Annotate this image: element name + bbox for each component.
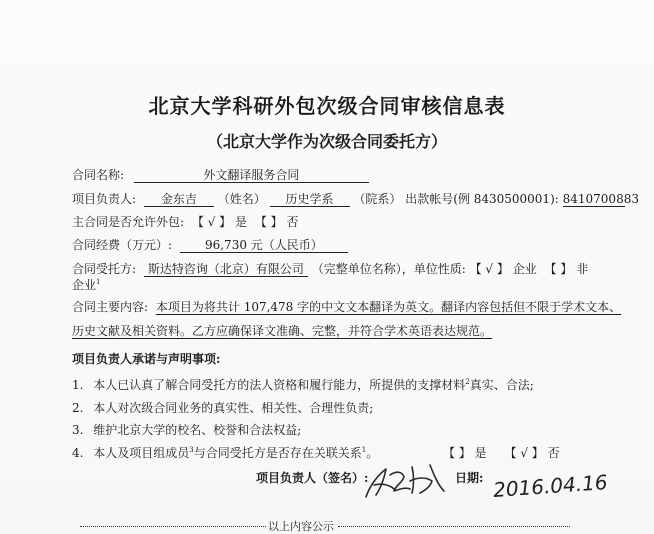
department-value: 历史学系 <box>270 192 350 207</box>
related-party-options <box>443 444 560 461</box>
account-value: 8410700883 <box>562 192 639 206</box>
commitment-item-4 <box>72 444 378 461</box>
commitment-item-3 <box>72 421 301 438</box>
footnote-1-marker: 1 <box>96 278 101 286</box>
commitment-text: 本人对次级合同业务的真实性、相关性、合理性负责; <box>93 401 374 415</box>
entrusted-suffix: （完整单位名称），单位性质: <box>311 262 466 276</box>
entrusted-value: 斯达特咨询（北京）有限公司 <box>144 262 308 277</box>
name-suffix: （姓名） <box>217 192 266 206</box>
non-enterprise-label-part1: 非 <box>576 262 589 276</box>
document-title: 北京大学科研外包次级合同审核信息表 <box>148 94 506 118</box>
commitment-text: 维护北京大学的校名、校誉和合法权益; <box>93 423 302 437</box>
subcontract-allowed-row <box>72 213 299 230</box>
commitment-tail: 真实、合法; <box>469 378 534 392</box>
footer-text: 以上内容公示 <box>268 520 334 533</box>
no-label: 否 <box>286 215 299 229</box>
content-line-1: 本项目为将共计 107,478 字的中文文本翻译为英文。翻译内容包括但不限于学术文本、 <box>155 300 622 314</box>
footnote-1-marker: 1 <box>361 446 367 454</box>
funds-value: 96,730 元（人民币） <box>180 238 348 253</box>
related-no-checkbox[interactable]: 【 √ 】 <box>504 446 544 460</box>
department-suffix: （院系） <box>353 192 402 206</box>
footer-divider-right <box>338 526 570 527</box>
funds-label: 合同经费（万元）: <box>72 238 173 252</box>
no-checkbox[interactable]: 【 】 <box>254 215 283 229</box>
subcontract-label: 主合同是否允许外包: <box>72 215 185 229</box>
commitment-number: 3. <box>72 423 84 437</box>
entrusted-label: 合同受托方: <box>72 262 137 276</box>
footer-divider-left <box>80 526 266 527</box>
entrusted-party-row <box>72 260 588 277</box>
entrusted-party-row-continued <box>72 276 100 293</box>
project-lead-name: 金东吉 <box>144 192 214 207</box>
footnote-3-marker: 3 <box>189 446 194 454</box>
contract-name-value: 外文翻译服务合同 <box>134 168 369 183</box>
commitment-tail-end: 。 <box>366 446 379 460</box>
yes-label: 是 <box>234 215 247 229</box>
contract-funds-row <box>72 236 348 253</box>
commitments-header: 项目负责人承诺与声明事项: <box>72 352 221 366</box>
non-enterprise-checkbox[interactable]: 【 】 <box>544 262 573 276</box>
related-yes-checkbox[interactable]: 【 】 <box>443 446 471 460</box>
contract-content-row <box>72 298 621 315</box>
date-label: 日期: <box>455 471 484 485</box>
contract-content-row-2 <box>72 322 492 339</box>
handwritten-signature <box>360 455 450 505</box>
commitment-tail: 与合同受托方是否存在关联关系 <box>193 446 362 460</box>
content-label: 合同主要内容: <box>72 300 149 314</box>
yes-checkbox[interactable]: 【 √ 】 <box>191 215 232 229</box>
enterprise-label: 企业 <box>512 262 537 276</box>
handwritten-date: 2016.04.16 <box>492 470 609 502</box>
commitment-number: 1. <box>72 378 84 392</box>
document-subtitle: （北京大学作为次级合同委托方） <box>206 132 447 151</box>
commitment-text: 本人已认真了解合同受托方的法人资格和履行能力，所提供的支撑材料 <box>93 378 466 392</box>
commitment-number: 4. <box>72 446 84 460</box>
content-line-2: 历史文献及相关资料。乙方应确保译文准确、完整，并符合学术英语表达规范。 <box>72 324 493 338</box>
contract-name-row <box>72 166 369 183</box>
project-lead-label: 项目负责人: <box>72 192 137 206</box>
non-enterprise-label-part2: 企业 <box>72 278 97 292</box>
account-label: 出款帐号(例 8430500001): <box>405 192 559 206</box>
contract-name-label: 合同名称: <box>72 168 125 182</box>
commitment-item-1 <box>72 376 534 393</box>
footnote-2-marker: 2 <box>465 378 470 386</box>
commitment-number: 2. <box>72 401 84 415</box>
related-yes-label: 是 <box>474 446 487 460</box>
commitment-text: 本人及项目组成员 <box>93 446 190 460</box>
signature-label: 项目负责人（签名）: <box>256 471 369 485</box>
related-no-label: 否 <box>547 446 560 460</box>
project-lead-row <box>72 190 639 207</box>
enterprise-checkbox[interactable]: 【 √ 】 <box>469 262 509 276</box>
commitment-item-2 <box>72 399 373 416</box>
